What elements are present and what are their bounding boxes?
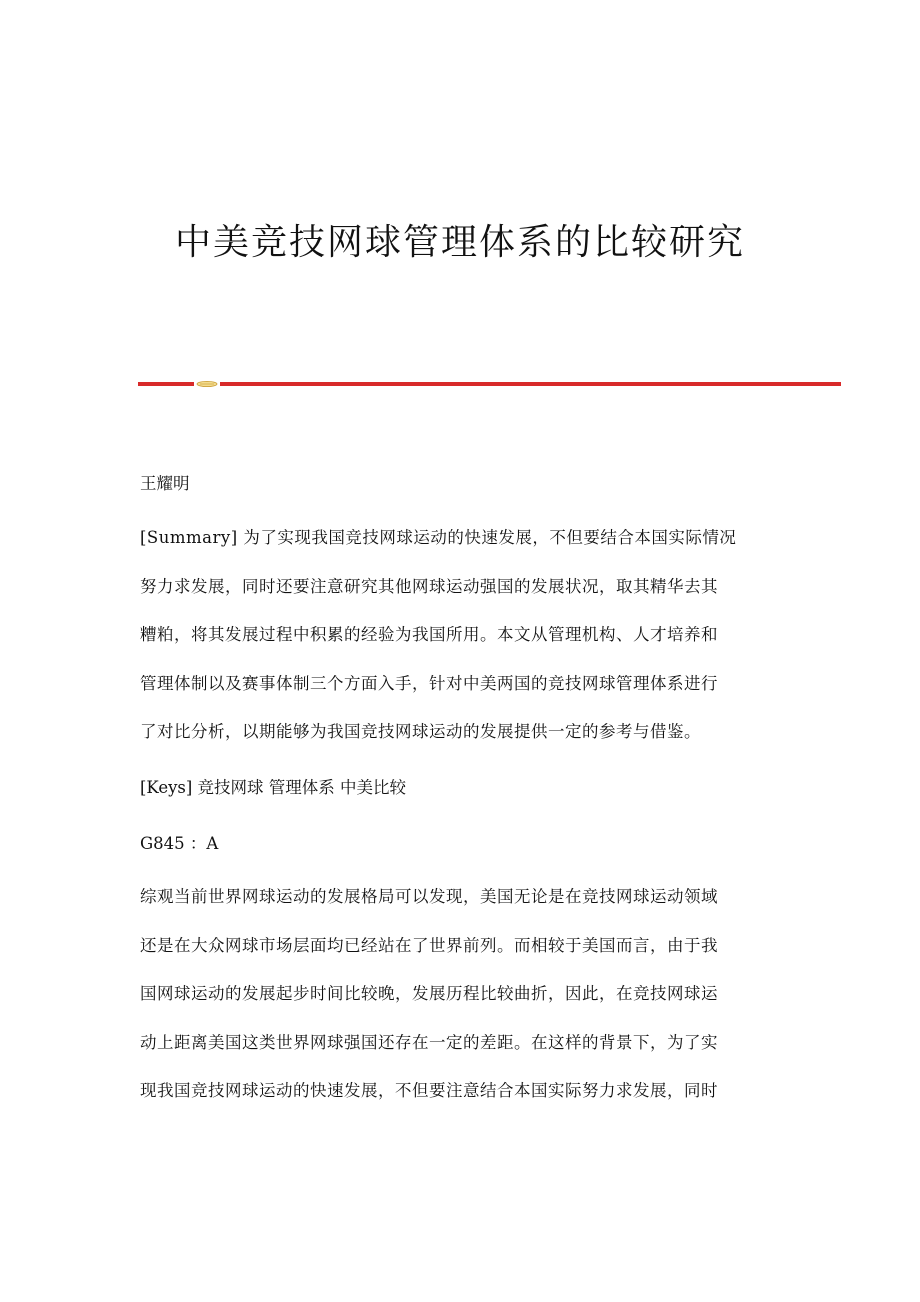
summary-line: 了对比分析，以期能够为我国竞技网球运动的发展提供一定的参考与借鉴。 <box>140 722 701 741</box>
summary-line: 糟粕，将其发展过程中积累的经验为我国所用。本文从管理机构、人才培养和 <box>140 625 718 644</box>
summary-line: [Summary] 为了实现我国竞技网球运动的快速发展，不但要结合本国实际情况 <box>140 528 737 547</box>
body-paragraph <box>140 873 780 1116</box>
body-line: 现我国竞技网球运动的快速发展，不但要注意结合本国实际努力求发展，同时 <box>140 1081 718 1100</box>
divider-ornament-icon <box>196 381 218 387</box>
summary-line: 努力求发展，同时还要注意研究其他网球运动强国的发展状况，取其精华去其 <box>140 576 718 596</box>
body-line: 国网球运动的发展起步时间比较晚，发展历程比较曲折，因此，在竞技网球运 <box>140 984 718 1003</box>
body-line: 综观当前世界网球运动的发展格局可以发现，美国无论是在竞技网球运动领域 <box>140 887 718 906</box>
summary-paragraph <box>140 514 780 757</box>
summary-line: 管理体制以及赛事体制三个方面入手，针对中美两国的竞技网球管理体系进行 <box>140 673 718 693</box>
divider-right-segment <box>220 382 841 386</box>
author-name: 王耀明 <box>140 474 190 493</box>
body-line: 还是在大众网球市场层面均已经站在了世界前列。而相较于美国而言，由于我 <box>140 935 718 955</box>
keywords-line: [Keys] 竞技网球 管理体系 中美比较 <box>140 778 407 797</box>
body-line: 动上距离美国这类世界网球强国还存在一定的差距。在这样的背景下，为了实 <box>140 1032 718 1052</box>
title-divider <box>138 380 841 388</box>
classification-code: G845 ：A <box>140 834 219 853</box>
document-title: 中美竞技网球管理体系的比较研究 <box>174 222 745 263</box>
divider-left-segment <box>138 382 194 386</box>
